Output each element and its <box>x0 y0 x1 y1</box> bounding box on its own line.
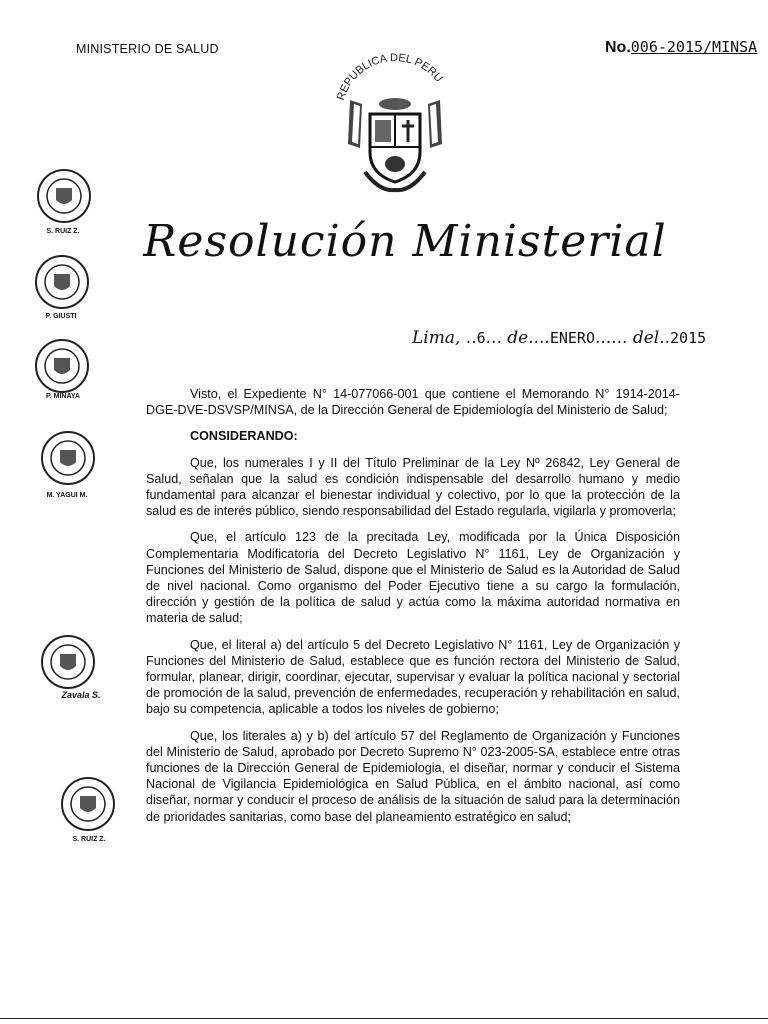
paragraph-2: Que, el artículo 123 de la precitada Ley, modificada por la Única Disposición Complementaria Modificatoria del Decreto Legislativo N° 1161, Ley de Organización y Funciones del Ministerio de Salud, dispone que el Ministerio de Salud es la Autoridad de Salud de nivel nacional. Como organismo del Poder Ejecutivo tiene a su cargo la formulación, dirección y gestión de la política de salud y actúa como la máxima autoridad normativa en materia de salud; <box>146 530 680 626</box>
number-value: 006-2015/MINSA <box>630 38 758 56</box>
date-year: 2015 <box>670 329 707 347</box>
number-prefix: No. <box>605 39 631 56</box>
resolution-number <box>605 38 757 57</box>
seal-stamp <box>40 634 96 695</box>
seal-stamp <box>60 776 116 837</box>
page-bottom-rule <box>0 1018 768 1019</box>
date-del: del <box>632 328 660 348</box>
coat-of-arms <box>320 52 470 202</box>
considerando-heading: CONSIDERANDO: <box>190 429 298 444</box>
seal-stamp <box>34 338 90 399</box>
date-day: 6 <box>476 329 486 347</box>
date-month: ENERO <box>549 329 595 347</box>
seal-label: M. YAGUI M. <box>46 492 88 499</box>
ministry-name: MINISTERIO DE SALUD <box>76 42 219 56</box>
paragraph-4: Que, los literales a) y b) del artículo 57 del Reglamento de Organización y Funciones del Ministerio de Salud, aprobado por Decreto Supremo N° 023-2005-SA, establece entre otras funciones de la Dirección General de Epidemiologia, el diseñar, normar y conducir el Sistema Nacional de Vigilancia Epidemiológica en Salud Pública, en el ámbito nacional, así como diseñar, normar y conducir el proceso de análisis de la situación de salud para la determinación de prioridades sanitarias, como base del planeamiento estratégico en salud; <box>146 728 680 824</box>
seal-stamp <box>34 254 90 315</box>
seal-stamp <box>36 168 92 229</box>
seal-label: Zavala S. <box>61 690 101 700</box>
document-title: Resolución Ministerial <box>143 216 667 267</box>
date-de: de <box>507 328 529 348</box>
paragraph-3: Que, el literal a) del artículo 5 del Decreto Legislativo N° 1161, Ley de Organización y Funciones del Ministerio de Salud, establece que es función rectora del Ministerio de Salud, formular, planear, dirigir, coordinar, ejecutar, supervisar y evaluar la política nacional y sectorial de promoción de la salud, prevención de enfermedades, recuperación y rehabilitación en salud, bajo su competencia, aplicable a todos los niveles de gobierno; <box>146 637 680 717</box>
paragraph-1: Que, los numerales I y II del Título Preliminar de la Ley Nº 26842, Ley General de Salud, señalan que la salud es condición indispensable del desarrollo humano y medio fundamental para alcanzar el bienestar individual y colectivo, por lo que la protección de la salud es de interés público, siendo responsabilidad del Estado regularla, vigilarla y promoverla; <box>146 455 680 519</box>
seal-label: S. RUIZ Z. <box>72 836 106 843</box>
dateline: Lima, ..6... de....ENERO...... del..2015 <box>412 328 707 348</box>
date-city: Lima, <box>412 328 461 348</box>
seal-stamp <box>40 430 96 491</box>
visto-paragraph: Visto, el Expediente N° 14-077066-001 que contiene el Memorando N° 1914-2014-DGE-DVE-DSVSP/MINSA, de la Dirección General de Epidemiología del Ministerio de Salud; <box>146 387 680 418</box>
emblem-text: REPUBLICA DEL PERU <box>334 52 445 102</box>
svg-text:REPUBLICA DEL PERU <box>335 52 445 102</box>
seal-label: P. MINAYA <box>46 393 80 400</box>
seal-label: S. RUIZ Z. <box>46 228 80 235</box>
document-body <box>146 386 680 835</box>
seal-label: P. GIUSTI <box>45 313 77 320</box>
